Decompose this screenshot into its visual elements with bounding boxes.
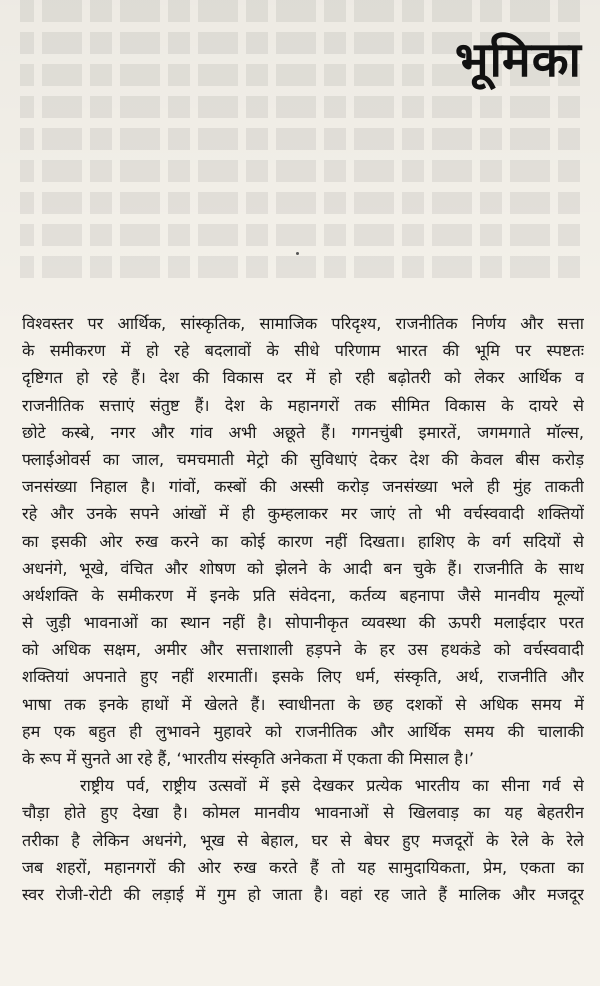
text-line: का इसकी ओर रुख करने का कोई कारण नहीं दिखता। हाशिए के वर्ग सदियों से	[22, 531, 584, 551]
text-line: से जुड़ी भावनाओं का स्थान नहीं है। सोपानीकृत व्यवस्था की ऊपरी मलाईदार परत	[22, 613, 584, 633]
text-line: हम एक बहुत ही लुभावने मुहावरे को राजनीतिक और आर्थिक समय की चालाकी	[22, 721, 584, 741]
text-line: रहे और उनके सपने आंखों में ही कुम्हलाकर मर जाएं तो भी वर्चस्ववादी शक्तियों	[22, 504, 584, 524]
text-line: को अधिक सक्षम, अमीर और सत्ताशाली हड़पने के हर उस हथकंडे को वर्चस्ववादी	[22, 640, 584, 660]
ink-dot	[296, 252, 299, 255]
text-line: के रूप में सुनते आ रहे हैं, ‘भारतीय संस्कृति अनेकता में एकता की मिसाल है।’	[22, 749, 474, 768]
text-line: विश्वस्तर पर आर्थिक, सांस्कृतिक, सामाजिक परिदृश्य, राजनीतिक निर्णय और सत्ता	[22, 314, 584, 333]
text-line: अधनंगे, भूखे, वंचित और शोषण को झेलने के आदी बन चुके हैं। राजनीति के साथ	[22, 558, 584, 578]
text-line: दृष्टिगत हो रहे हैं। देश की विकास दर में हो रही बढ़ोतरी को लेकर आर्थिक व	[22, 368, 584, 388]
text-line: राजनीतिक सत्ताएं संतुष्ट हैं। देश के महानगरों तक सीमित विकास के दायरे से	[22, 395, 584, 415]
text-line: अर्थशक्ति के समीकरण में इनके प्रति संवेदना, कर्तव्य बहनापा जैसे मानवीय मूल्यों	[22, 585, 584, 605]
text-line: भाषा तक इनके हाथों में खेलते हैं। स्वाधीनता के छह दशकों से अधिक समय में	[22, 694, 584, 714]
text-line: फ्लाईओवर्स का जाल, चमचमाती मेट्रो की सुविधाएं देकर देश की केवल बीस करोड़	[22, 449, 584, 469]
text-line: के समीकरण में हो रहे बदलावों के सीधे परिणाम भारत की भूमि पर स्पष्टतः	[22, 341, 584, 361]
text-line: तरीका है लेकिन अधनंगे, भूख से बेहाल, घर से बेघर हुए मजदूरों के रेले के रेले	[22, 830, 584, 850]
text-line: राष्ट्रीय पर्व, राष्ट्रीय उत्सवों में इसे देखकर प्रत्येक भारतीय का सीना गर्व से	[80, 776, 584, 796]
text-line: छोटे कस्बे, नगर और गांव अभी अछूते हैं। गगनचुंबी इमारतें, जगमगाते मॉल्स,	[22, 422, 584, 442]
text-line: चौड़ा होते हुए देखा है। कोमल मानवीय भावनाओं से खिलवाड़ का यह बेहतरीन	[22, 803, 584, 823]
page-title: भूमिका	[454, 32, 582, 88]
text-line: स्वर रोजी-रोटी की लड़ाई में गुम हो जाता है। वहां रह जाते हैं मालिक और मजदूर	[22, 884, 584, 904]
text-line: शक्तियां अपनाते हुए नहीं शरमातीं। इसके लिए धर्म, संस्कृति, अर्थ, राजनीति और	[22, 667, 584, 687]
text-line: जब शहरों, महानगरों की ओर रुख करते हैं तो यह सामुदायिकता, प्रेम, एकता का	[22, 857, 584, 877]
text-line: जनसंख्या निहाल है। गांवों, कस्बों की अस्सी करोड़ जनसंख्या भले ही मुंह ताकती	[22, 477, 584, 497]
body-text	[22, 310, 584, 908]
